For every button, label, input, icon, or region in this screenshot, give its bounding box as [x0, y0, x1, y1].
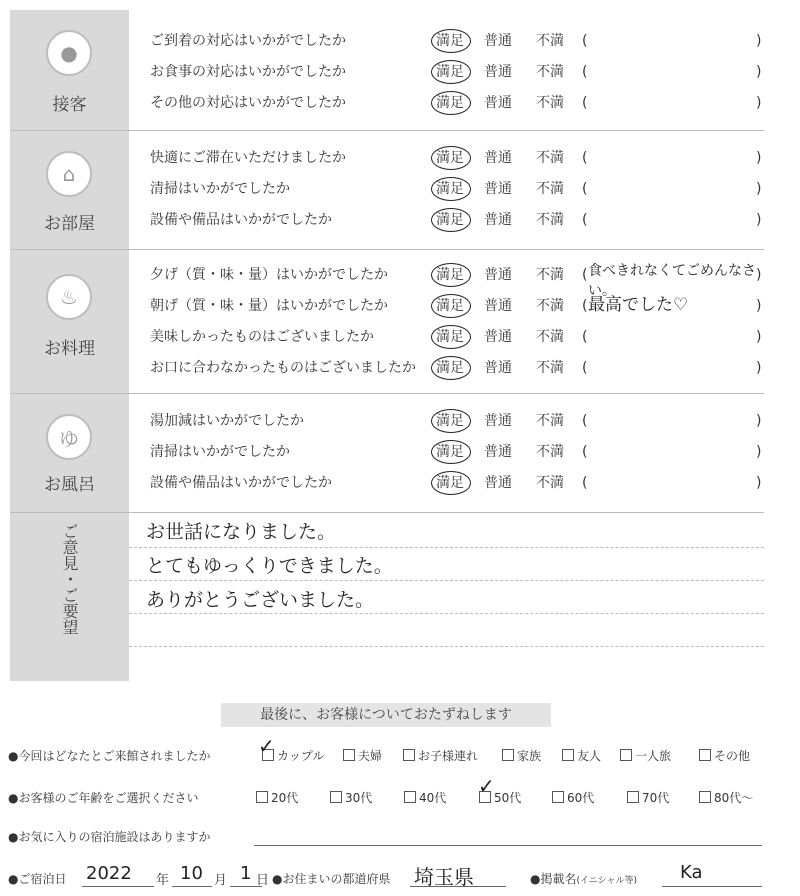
option-dissatisfied[interactable]: 不満: [536, 329, 564, 345]
opinion-line: とてもゆっくりできました。: [146, 555, 393, 577]
question-row: 清掃はいかがでしたか 満足 普通 不満 ( ): [150, 174, 764, 204]
question-row: 夕げ（質・味・量）はいかがでしたか 満足 普通 不満 ( ): [150, 260, 764, 290]
option-normal[interactable]: 普通: [484, 360, 512, 376]
section-label: お料理: [44, 339, 95, 359]
option-normal[interactable]: 普通: [484, 181, 512, 197]
option-normal[interactable]: 普通: [484, 444, 512, 460]
option-satisfied[interactable]: 満足: [436, 329, 464, 345]
option-dissatisfied[interactable]: 不満: [536, 475, 564, 491]
stay-label: ●ご宿泊日: [8, 872, 67, 886]
checkbox-other[interactable]: その他: [699, 747, 750, 764]
check-mark: ✓: [258, 734, 275, 758]
section-food: [10, 250, 764, 394]
option-normal[interactable]: 普通: [484, 267, 512, 283]
option-dissatisfied[interactable]: 不満: [536, 212, 564, 228]
option-satisfied[interactable]: 満足: [436, 64, 464, 80]
option-satisfied[interactable]: 満足: [436, 360, 464, 376]
option-dissatisfied[interactable]: 不満: [536, 444, 564, 460]
pub-value: Ka: [680, 862, 703, 883]
section-label: お部屋: [44, 214, 95, 234]
option-normal[interactable]: 普通: [484, 298, 512, 314]
check-mark: ✓: [478, 774, 495, 798]
pref-label: ●お住まいの都道府県: [272, 872, 391, 886]
question-row: 快適にご滞在いただけましたか 満足 普通 不満 ( ): [150, 143, 764, 173]
question-row: 清掃はいかがでしたか 満足 普通 不満 ( ): [150, 437, 764, 467]
question-row: ご到着の対応はいかがでしたか 満足 普通 不満 ( ): [150, 26, 764, 56]
house-icon: ⌂: [46, 151, 92, 197]
question-row: その他の対応はいかがでしたか 満足 普通 不満 ( ): [150, 88, 764, 118]
section-service: [10, 10, 764, 131]
opinion-line: お世話になりました。: [146, 521, 337, 543]
option-normal[interactable]: 普通: [484, 475, 512, 491]
option-dissatisfied[interactable]: 不満: [536, 33, 564, 49]
ruled-line: [129, 646, 764, 647]
ruled-line: [129, 547, 764, 548]
section-bath: [10, 394, 764, 513]
option-normal[interactable]: 普通: [484, 329, 512, 345]
favorite-hotel-field[interactable]: [254, 845, 762, 846]
option-satisfied[interactable]: 満足: [436, 95, 464, 111]
checkbox-60s[interactable]: 60代: [552, 789, 594, 806]
ruled-line: [129, 613, 764, 614]
pub-label: ●掲載名(イニシャル等): [530, 872, 637, 886]
option-satisfied[interactable]: 満足: [436, 150, 464, 166]
option-normal[interactable]: 普通: [484, 64, 512, 80]
food-comment: 最高でした♡: [588, 295, 689, 315]
checkbox-50s[interactable]: 50代: [479, 789, 521, 806]
question-row: 湯加減はいかがでしたか 満足 普通 不満 ( ): [150, 406, 764, 436]
option-dissatisfied[interactable]: 不満: [536, 64, 564, 80]
q1-label: ●今回はどなたとご来館されましたか: [8, 749, 211, 763]
pref-value: 埼玉県: [414, 865, 474, 889]
checkbox-solo[interactable]: 一人旅: [620, 747, 671, 764]
option-satisfied[interactable]: 満足: [436, 33, 464, 49]
option-satisfied[interactable]: 満足: [436, 444, 464, 460]
option-normal[interactable]: 普通: [484, 413, 512, 429]
option-satisfied[interactable]: 満足: [436, 212, 464, 228]
section-label: お風呂: [44, 475, 95, 495]
opinion-label: ご意見・ご要望: [60, 523, 79, 635]
question-row: お口に合わなかったものはございましたか 満足 普通 不満 ( ): [150, 353, 764, 383]
question-row: お食事の対応はいかがでしたか 満足 普通 不満 ( ): [150, 57, 764, 87]
option-dissatisfied[interactable]: 不満: [536, 95, 564, 111]
checkbox-couple[interactable]: カップル: [262, 747, 324, 764]
checkbox-70s[interactable]: 70代: [627, 789, 669, 806]
checkbox-40s[interactable]: 40代: [404, 789, 446, 806]
question-row: 美味しかったものはございましたか 満足 普通 不満 ( ): [150, 322, 764, 352]
food-icon: ♨: [46, 274, 92, 320]
checkbox-couple-married[interactable]: 夫婦: [343, 747, 382, 764]
option-satisfied[interactable]: 満足: [436, 267, 464, 283]
opinion-line: ありがとうございました。: [146, 589, 375, 611]
option-satisfied[interactable]: 満足: [436, 475, 464, 491]
option-normal[interactable]: 普通: [484, 95, 512, 111]
option-dissatisfied[interactable]: 不満: [536, 298, 564, 314]
option-normal[interactable]: 普通: [484, 33, 512, 49]
stay-year: 2022: [86, 863, 132, 884]
option-dissatisfied[interactable]: 不満: [536, 413, 564, 429]
checkbox-30s[interactable]: 30代: [330, 789, 372, 806]
stay-day: 1: [240, 863, 252, 884]
section-room: [10, 131, 764, 250]
checkbox-80s[interactable]: 80代〜: [699, 789, 753, 806]
option-dissatisfied[interactable]: 不満: [536, 267, 564, 283]
option-normal[interactable]: 普通: [484, 212, 512, 228]
bath-icon: ゆ: [46, 414, 92, 460]
section-opinion: [10, 513, 764, 681]
stay-month: 10: [180, 863, 203, 884]
option-normal[interactable]: 普通: [484, 150, 512, 166]
checkbox-20s[interactable]: 20代: [256, 789, 298, 806]
person-icon: ●: [46, 30, 92, 76]
question-row: 設備や備品はいかがでしたか 満足 普通 不満 ( ): [150, 205, 764, 235]
option-dissatisfied[interactable]: 不満: [536, 150, 564, 166]
checkbox-with-kids[interactable]: お子様連れ: [403, 747, 478, 764]
q3-label: ●お気に入りの宿泊施設はありますか: [8, 830, 211, 844]
option-satisfied[interactable]: 満足: [436, 413, 464, 429]
food-comment: 食べきれなくてごめんなさい。: [588, 263, 756, 299]
option-satisfied[interactable]: 満足: [436, 298, 464, 314]
option-dissatisfied[interactable]: 不満: [536, 181, 564, 197]
option-dissatisfied[interactable]: 不満: [536, 360, 564, 376]
closing-banner: 最後に、お客様についておたずねします: [221, 703, 551, 727]
question-row: 設備や備品はいかがでしたか 満足 普通 不満 ( ): [150, 468, 764, 498]
option-satisfied[interactable]: 満足: [436, 181, 464, 197]
section-label: 接客: [52, 95, 87, 115]
q2-label: ●お客様のご年齢をご選択ください: [8, 791, 199, 805]
ruled-line: [129, 580, 764, 581]
checkbox-family[interactable]: 家族: [502, 747, 541, 764]
checkbox-friends[interactable]: 友人: [562, 747, 601, 764]
question-row: 朝げ（質・味・量）はいかがでしたか 満足 普通 不満 ( ): [150, 291, 764, 321]
